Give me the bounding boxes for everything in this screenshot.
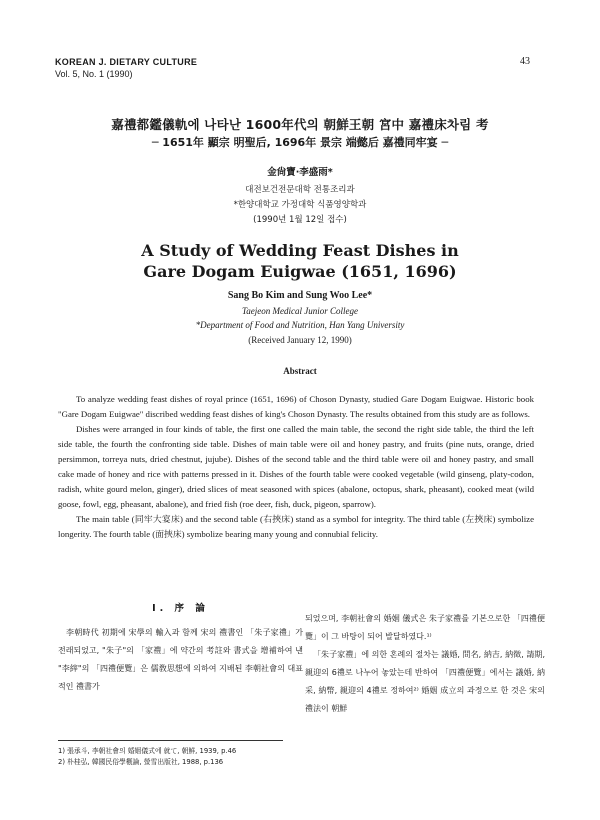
footnotes <box>58 746 298 768</box>
journal-name: KOREAN J. DIETARY CULTURE <box>55 57 198 67</box>
footnote-2: 2) 朴桂弘, 韓國民俗學槪論, 螢雪出版社, 1988, p.136 <box>58 758 224 766</box>
abstract-heading: Abstract <box>283 366 317 376</box>
english-title-line-1: A Study of Wedding Feast Dishes in <box>141 241 459 260</box>
body-right-paragraph-1: 되었으며, 李朝社會의 婚姻 儀式은 朱子家禮를 기본으로한 「四禮便覽」이 그 바탕이 되어 발달하였다.¹⁾ <box>305 614 545 641</box>
english-authors: Sang Bo Kim and Sung Woo Lee* <box>227 290 373 301</box>
korean-received-date: (1990년 1월 12일 접수) <box>253 215 347 225</box>
footnote-1: 1) 張承斗, 李朝社會의 婚姻儀式에 就て, 朝鮮, 1939, p.46 <box>58 747 237 755</box>
english-affiliation-2: *Department of Food and Nutrition, Han Yang University <box>195 320 405 330</box>
abstract-paragraph-1: To analyze wedding feast dishes of royal prince (1651, 1696) of Choson Dynasty, studied Gare Dogam Euigwae. Historic book "Gare Dogam Euigwae" discribed wedding feast dishes of king's Choson Dynasty. The results obtained from this study are as follows. <box>58 394 534 419</box>
english-affiliation-1: Taejeon Medical Junior College <box>242 306 358 316</box>
english-title <box>0 240 600 282</box>
english-received-date: (Received January 12, 1990) <box>248 335 352 345</box>
body-right-paragraph-2: 「朱子家禮」에 의한 혼례의 절차는 議婚, 問名, 納吉, 納徵, 請期, 親迎의 6禮로 나누어 놓았는데 반하여 「四禮便覽」에서는 議婚, 納采, 納幣, 親迎의 4禮로 정하여²⁾ 婚姻 成立의 과정으로 한 것은 宋의 禮法이 朝鮮 <box>305 650 545 713</box>
page-number: 43 <box>520 56 530 67</box>
journal-header <box>55 56 197 80</box>
footnote-divider <box>58 740 283 741</box>
section-heading-introduction: Ⅰ. 序 論 <box>152 603 209 614</box>
abstract-body <box>58 392 534 542</box>
korean-affiliation-2: *한양대학교 가정대학 식품영양학과 <box>233 200 367 210</box>
body-left-paragraph: 李朝時代 初期에 宋學의 輸入과 함께 宋의 禮書인 「朱子家禮」가 전래되었고, "朱子"의 「家禮」에 약간의 考註와 書式을 增補하여 낸 "李縡"의 「四禮便覽」은 儒敎思想에 의하여 지배된 李朝社會의 대표적인 禮書가 <box>58 628 303 691</box>
korean-title: 嘉禮都鑑儀軌에 나타난 1600年代의 朝鮮王朝 宮中 嘉禮床차림 考 <box>111 117 489 132</box>
body-column-left <box>58 600 303 696</box>
journal-volume: Vol. 5, No. 1 (1990) <box>55 69 133 79</box>
korean-affiliation-1: 대전보건전문대학 전통조리과 <box>245 185 355 195</box>
english-title-line-2: Gare Dogam Euigwae (1651, 1696) <box>143 262 457 281</box>
abstract-paragraph-2: Dishes were arranged in four kinds of table, the first one called the main table, the second the right side table, the third the left side table, the fourth the confronting side table. Dishes of main table were oil and honey pastry, and fruits (pine nuts, orange, dried persimmon, torreya nuts, dried chestnut, jujube). Dishes of the second table and the third table were oil and honey pastry, and small cake made of honey and rice with patterns pressed in it. Dishes of the fourth table were cooked vegetable (wild ginseng, platy-codon, radish, white gourd melon, ginger), dried slices of meat seasoned with spices (abalone, octopus, shark, pheasant), cooked meat (wild goose, fowl, egg, pheasant, abalone), and fried fish (roe deer, fish, duck, pigeon, sparrow). <box>58 424 534 509</box>
abstract-paragraph-3: The main table (同牢大宴床) and the second table (右挾床) stand as a symbol for integrity. The third table (左挾床) symbolize longerity. The fourth table (面挾床) symbolize bearing many young and connubial felicity. <box>58 514 534 539</box>
body-column-right <box>305 610 545 718</box>
korean-subtitle: ─ 1651年 顯宗 明聖后, 1696年 景宗 端懿后 嘉禮同牢宴 ─ <box>151 136 449 149</box>
korean-authors: 金尙寶·李盛雨* <box>267 167 333 178</box>
